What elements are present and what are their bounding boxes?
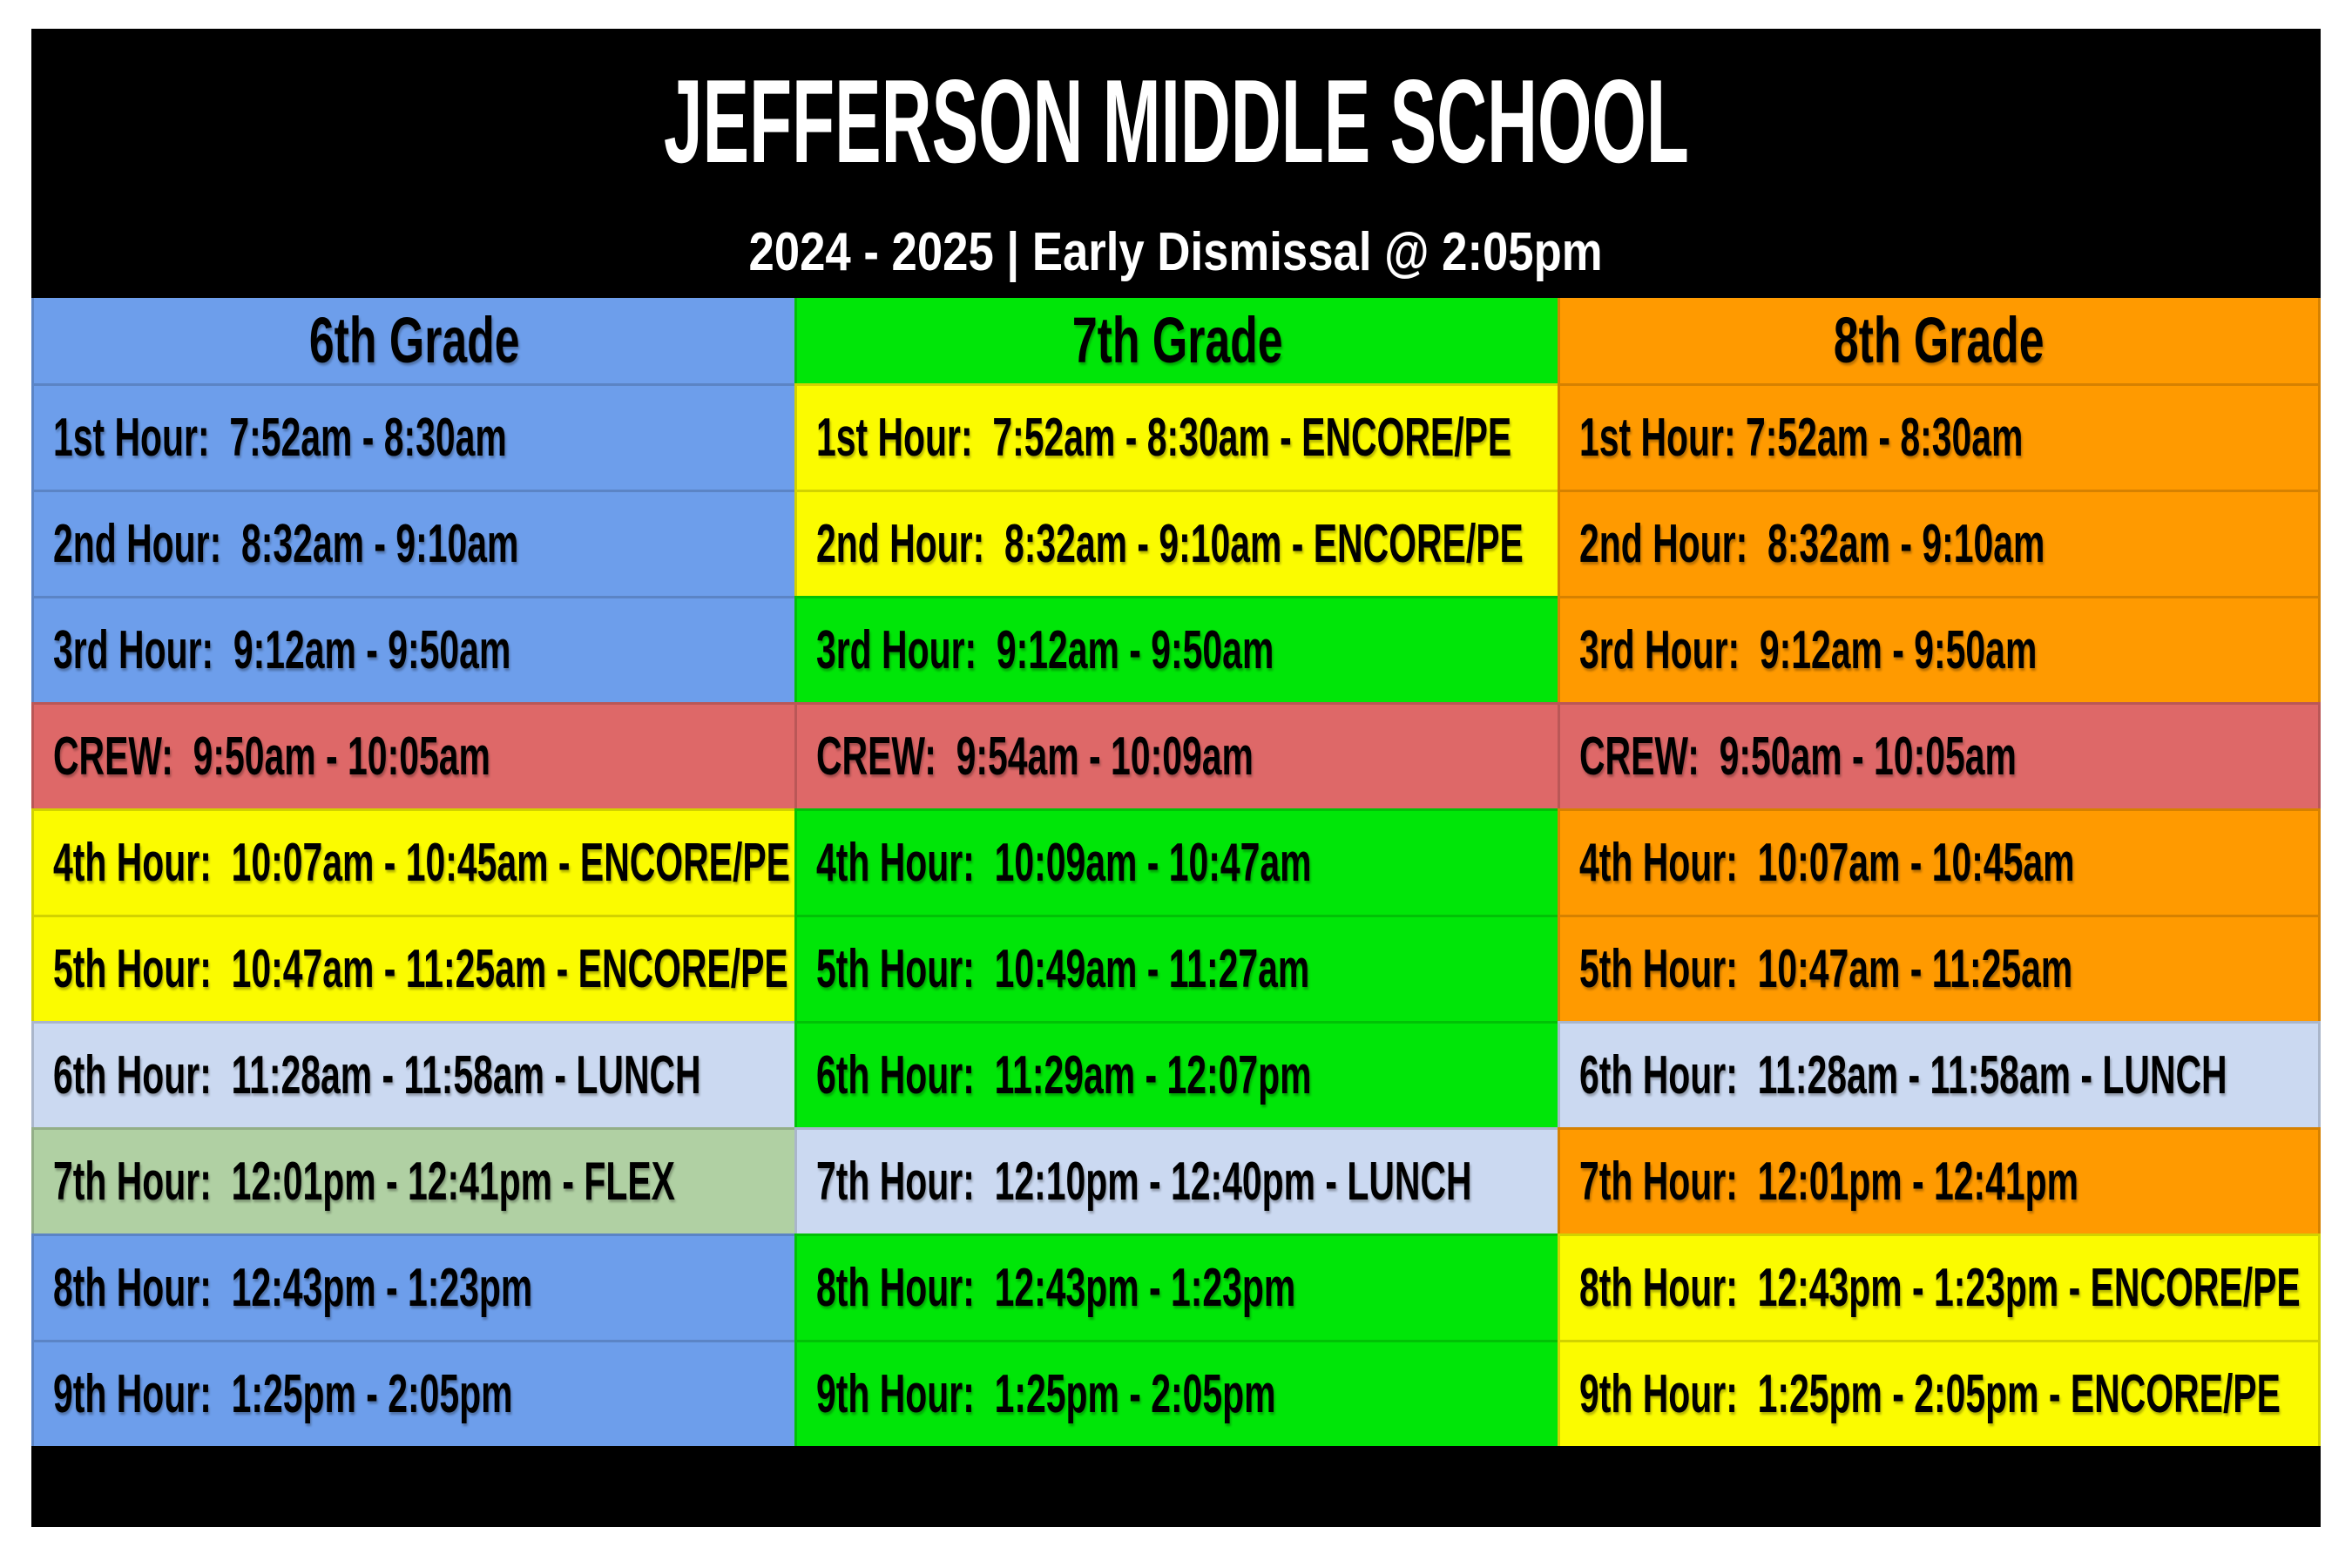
schedule-cell-7th-hour2: 2nd Hour: 8:32am - 9:10am - ENCORE/PE	[794, 490, 1558, 596]
grade-column-header-6th: 6th Grade	[31, 298, 794, 383]
schedule-cell-8th-hour7: 7th Hour: 12:01pm - 12:41pm	[1558, 1127, 2321, 1233]
schedule-cell-7th-hour9: 9th Hour: 1:25pm - 2:05pm	[794, 1340, 1558, 1446]
schedule-cell-8th-hour5: 5th Hour: 10:47am - 11:25am	[1558, 915, 2321, 1021]
schedule-cell-7th-hour5: 5th Hour: 10:49am - 11:27am	[794, 915, 1558, 1021]
schedule-cell-6th-hour1: 1st Hour: 7:52am - 8:30am	[31, 383, 794, 490]
schedule-cell-8th-hour6: 6th Hour: 11:28am - 11:58am - LUNCH	[1558, 1021, 2321, 1127]
schedule-cell-7th-hour6: 6th Hour: 11:29am - 12:07pm	[794, 1021, 1558, 1127]
schedule-cell-8th-hour3: 3rd Hour: 9:12am - 9:50am	[1558, 596, 2321, 702]
schedule-cell-7th-hour8: 8th Hour: 12:43pm - 1:23pm	[794, 1233, 1558, 1340]
schedule-cell-6th-hour2: 2nd Hour: 8:32am - 9:10am	[31, 490, 794, 596]
schedule-cell-6th-hour7: 7th Hour: 12:01pm - 12:41pm - FLEX	[31, 1127, 794, 1233]
header-banner	[31, 29, 2321, 298]
schedule-cell-8th-hour8: 8th Hour: 12:43pm - 1:23pm - ENCORE/PE	[1558, 1233, 2321, 1340]
schedule-cell-7th-hour1: 1st Hour: 7:52am - 8:30am - ENCORE/PE	[794, 383, 1558, 490]
schedule-cell-7th-hour7: 7th Hour: 12:10pm - 12:40pm - LUNCH	[794, 1127, 1558, 1233]
schedule-cell-7th-crew: CREW: 9:54am - 10:09am	[794, 702, 1558, 808]
schedule-cell-6th-crew: CREW: 9:50am - 10:05am	[31, 702, 794, 808]
schedule-cell-8th-hour1: 1st Hour: 7:52am - 8:30am	[1558, 383, 2321, 490]
grade-column-header-8th: 8th Grade	[1558, 298, 2321, 383]
schedule-cell-8th-crew: CREW: 9:50am - 10:05am	[1558, 702, 2321, 808]
schedule-cell-6th-hour6: 6th Hour: 11:28am - 11:58am - LUNCH	[31, 1021, 794, 1127]
schedule-cell-7th-hour4: 4th Hour: 10:09am - 10:47am	[794, 808, 1558, 915]
schedule-cell-6th-hour9: 9th Hour: 1:25pm - 2:05pm	[31, 1340, 794, 1446]
schedule-cell-8th-hour2: 2nd Hour: 8:32am - 9:10am	[1558, 490, 2321, 596]
schedule-cell-6th-hour3: 3rd Hour: 9:12am - 9:50am	[31, 596, 794, 702]
schedule-cell-7th-hour3: 3rd Hour: 9:12am - 9:50am	[794, 596, 1558, 702]
schedule-cell-8th-hour9: 9th Hour: 1:25pm - 2:05pm - ENCORE/PE	[1558, 1340, 2321, 1446]
schedule-cell-6th-hour4: 4th Hour: 10:07am - 10:45am - ENCORE/PE	[31, 808, 794, 915]
schedule-cell-6th-hour8: 8th Hour: 12:43pm - 1:23pm	[31, 1233, 794, 1340]
footer-black-bar	[31, 1446, 2321, 1527]
page-title: JEFFERSON MIDDLE SCHOOL	[663, 55, 1689, 187]
schedule-cell-8th-hour4: 4th Hour: 10:07am - 10:45am	[1558, 808, 2321, 915]
schedule-cell-6th-hour5: 5th Hour: 10:47am - 11:25am - ENCORE/PE	[31, 915, 794, 1021]
bell-schedule-table	[31, 298, 2321, 1446]
page-subtitle: 2024 - 2025 | Early Dismissal @ 2:05pm	[748, 222, 1604, 282]
grade-column-header-7th: 7th Grade	[794, 298, 1558, 383]
